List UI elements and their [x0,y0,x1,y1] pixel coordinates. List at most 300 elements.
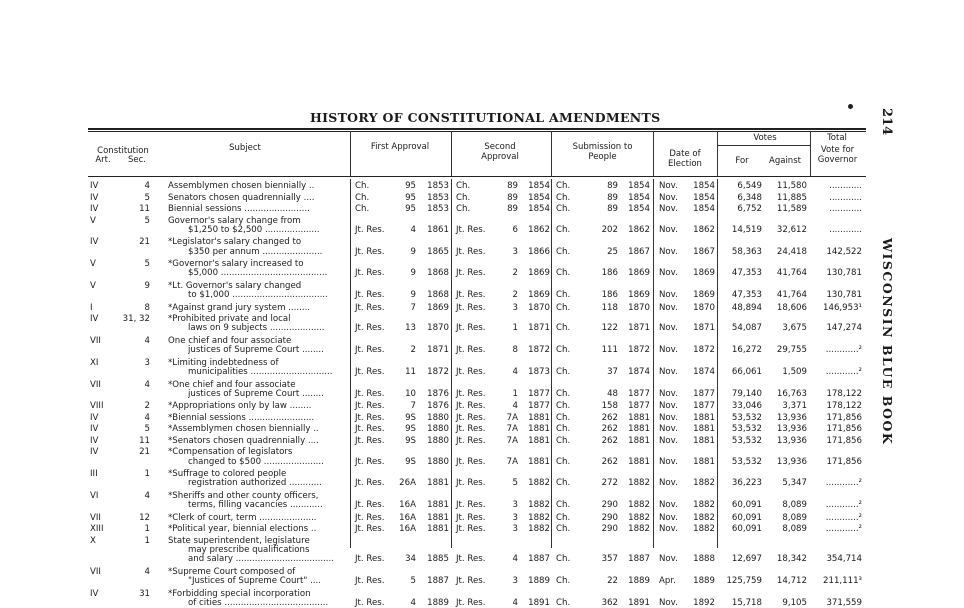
subject-cell: *Supreme Court composed of [168,566,296,577]
section-cell: 4 [144,566,150,577]
second-approval-type: Jt. Res. [456,597,486,608]
article-cell: VII [90,566,101,577]
election-month: Nov. [659,424,678,435]
second-approval-year: 1882 [528,524,550,535]
second-approval-type: Jt. Res. [456,576,486,587]
header-rule [88,176,866,177]
first-approval-number: 9 [410,246,416,257]
table-row [0,536,964,565]
election-month: Nov. [659,367,678,378]
votes-for: 54,087 [731,323,762,334]
second-approval-year: 1889 [528,576,550,587]
subject-cell: Senators chosen quadrennially .... [168,192,315,203]
table-row [0,589,964,608]
article-cell: VI [90,491,99,501]
table-row [0,181,964,190]
second-approval-year: 1873 [528,367,550,378]
submission-type: Ch. [556,412,571,423]
first-approval-type: Jt. Res. [355,597,385,608]
election-year: 1871 [693,323,715,334]
votes-for: 47,353 [731,290,762,301]
first-approval-number: 11 [405,367,416,378]
election-month: Nov. [659,597,678,608]
submission-year: 1854 [628,192,650,203]
second-approval-year: 1866 [528,246,550,257]
first-approval-number: 7 [410,401,416,412]
subject-cell: and salary .................................... [188,554,334,565]
submission-year: 1891 [628,597,650,608]
subject-cell: *Assemblymen chosen biennially .. [168,424,319,435]
votes-against: 11,589 [776,204,807,214]
second-approval-type: Jt. Res. [456,290,486,301]
subject-cell: Biennial sessions ........................ [168,204,310,214]
second-approval-type: Jt. Res. [456,367,486,378]
election-year: 1862 [693,224,715,235]
submission-year: 1874 [628,367,650,378]
total-vote-governor: 371,559 [826,597,862,608]
section-cell: 3 [144,357,150,368]
submission-year: 1882 [628,500,650,511]
subject-cell: municipalities .............................. [188,367,333,378]
submission-type: Ch. [556,554,571,565]
first-approval-number: 16A [399,500,416,511]
first-approval-type: Jt. Res. [355,246,385,257]
subject-cell: $1,250 to $2,500 .................... [188,224,320,235]
election-year: 1889 [693,576,715,587]
election-year: 1872 [693,345,715,356]
submission-year: 1881 [628,435,650,446]
second-approval-type: Ch. [456,192,471,203]
submission-year: 1870 [628,302,650,313]
second-approval-type: Jt. Res. [456,524,486,535]
submission-year: 1869 [628,268,650,279]
first-approval-number: 4 [410,224,416,235]
election-month: Nov. [659,500,678,511]
first-approval-type: Jt. Res. [355,412,385,423]
table-row [0,216,964,236]
votes-against: 13,936 [776,456,807,467]
total-vote-governor: 171,856 [826,456,862,467]
second-approval-number: 4 [512,554,518,565]
header-for: For [735,156,749,166]
second-approval-year: 1882 [528,478,550,489]
second-approval-year: 1882 [528,512,550,523]
submission-chapter: 89 [607,192,618,203]
article-cell: IV [90,424,99,435]
second-approval-number: 89 [507,204,518,214]
subject-cell: *Compensation of legislators [168,447,293,458]
votes-against: 3,371 [782,401,807,412]
second-approval-number: 4 [512,597,518,608]
subject-cell: laws on 9 subjects .................... [188,323,325,334]
second-approval-type: Jt. Res. [456,412,486,423]
second-approval-type: Jt. Res. [456,435,486,446]
votes-for: 60,091 [731,500,762,511]
header-divider [717,131,718,176]
total-vote-governor: ............² [825,367,862,378]
first-approval-year: 1880 [427,412,449,423]
votes-against: 9,105 [782,597,807,608]
table-row [0,314,964,334]
votes-against: 16,763 [776,388,807,399]
election-month: Nov. [659,345,678,356]
header-divider [653,131,654,176]
first-approval-number: 2 [410,345,416,356]
election-month: Nov. [659,456,678,467]
subject-cell: to $1,000 ................................... [188,290,328,301]
total-vote-governor: ............ [829,224,862,235]
subject-cell: *Appropriations only by law ........ [168,401,312,412]
second-approval-year: 1881 [528,424,550,435]
election-year: 1869 [693,290,715,301]
first-approval-type: Jt. Res. [355,524,385,535]
subject-cell: State superintendent, legislature [168,535,310,546]
votes-against: 13,936 [776,412,807,423]
header-divider [551,131,552,176]
votes-for: 60,091 [731,524,762,535]
subject-cell: *Prohibited private and local [168,314,291,325]
first-approval-year: 1861 [427,224,449,235]
table-row [0,237,964,257]
submission-year: 1877 [628,401,650,412]
votes-for: 53,532 [731,412,762,423]
votes-for: 36,223 [731,478,762,489]
section-cell: 4 [144,181,150,191]
article-cell: VIII [90,401,104,412]
section-cell: 4 [144,379,150,390]
election-month: Nov. [659,401,678,412]
second-approval-number: 7A [506,424,518,435]
submission-type: Ch. [556,345,571,356]
first-approval-year: 1865 [427,246,449,257]
running-head: WISCONSIN BLUE BOOK [880,238,895,446]
header-divider [350,131,351,176]
first-approval-type: Jt. Res. [355,435,385,446]
second-approval-number: 5 [512,478,518,489]
first-approval-type: Jt. Res. [355,500,385,511]
subject-cell: Governor's salary change from [168,215,301,226]
second-approval-year: 1877 [528,401,550,412]
second-approval-type: Jt. Res. [456,345,486,356]
first-approval-number: 95 [405,181,416,191]
section-cell: 4 [144,412,150,423]
header-total: Total [827,133,847,143]
first-approval-number: 9 [410,290,416,301]
second-approval-number: 89 [507,192,518,203]
section-cell: 2 [144,401,150,412]
first-approval-year: 1876 [427,401,449,412]
total-vote-governor: 354,714 [826,554,862,565]
votes-against: 11,580 [776,181,807,191]
table-row [0,513,964,522]
article-cell: IV [90,181,99,191]
first-approval-number: 4 [410,597,416,608]
submission-chapter: 89 [607,181,618,191]
submission-year: 1862 [628,224,650,235]
first-approval-number: 95 [405,204,416,214]
first-approval-number: 95 [405,192,416,203]
submission-chapter: 290 [601,512,618,523]
submission-chapter: 118 [601,302,618,313]
first-approval-year: 1881 [427,512,449,523]
submission-chapter: 262 [601,435,618,446]
submission-type: Ch. [556,302,571,313]
first-approval-year: 1887 [427,576,449,587]
submission-year: 1882 [628,512,650,523]
election-month: Nov. [659,181,678,191]
section-cell: 9 [144,280,150,291]
header-second-approval: Second Approval [481,142,519,162]
article-cell: VII [90,336,101,346]
election-year: 1881 [693,456,715,467]
section-cell: 4 [144,491,150,501]
votes-against: 14,712 [776,576,807,587]
table-row [0,281,964,301]
second-approval-year: 1871 [528,323,550,334]
votes-for: 12,697 [731,554,762,565]
second-approval-year: 1881 [528,456,550,467]
header-submission: Submission to People [572,142,633,162]
election-year: 1877 [693,388,715,399]
subject-cell: changed to $500 ...................... [188,456,324,467]
first-approval-type: Jt. Res. [355,478,385,489]
first-approval-number: 7 [410,302,416,313]
article-cell: I [90,302,93,313]
votes-against: 24,418 [776,246,807,257]
second-approval-number: 7A [506,456,518,467]
submission-type: Ch. [556,224,571,235]
first-approval-type: Ch. [355,181,370,191]
total-vote-governor: ............² [825,524,862,535]
article-cell: V [90,215,96,226]
second-approval-number: 89 [507,181,518,191]
subject-cell: *Governor's salary increased to [168,259,304,270]
first-approval-year: 1880 [427,424,449,435]
second-approval-type: Jt. Res. [456,246,486,257]
total-vote-governor: 171,856 [826,424,862,435]
votes-for: 6,752 [737,204,762,214]
second-approval-year: 1854 [528,204,550,214]
votes-for: 79,140 [731,388,762,399]
submission-year: 1887 [628,554,650,565]
submission-year: 1881 [628,412,650,423]
election-year: 1874 [693,367,715,378]
submission-type: Ch. [556,367,571,378]
first-approval-year: 1869 [427,302,449,313]
total-vote-governor: ............² [825,512,862,523]
section-cell: 5 [144,192,150,203]
submission-type: Ch. [556,290,571,301]
first-approval-year: 1881 [427,478,449,489]
submission-type: Ch. [556,424,571,435]
second-approval-year: 1882 [528,500,550,511]
election-year: 1854 [693,192,715,203]
election-year: 1882 [693,478,715,489]
votes-for: 6,348 [737,192,762,203]
votes-against: 8,089 [782,500,807,511]
subject-cell: *One chief and four associate [168,379,296,390]
submission-year: 1854 [628,181,650,191]
article-cell: IV [90,192,99,203]
submission-chapter: 272 [601,478,618,489]
table-row [0,336,964,356]
second-approval-type: Ch. [456,181,471,191]
header-constitution: Constitution [97,146,149,156]
second-approval-type: Jt. Res. [456,388,486,399]
election-month: Nov. [659,388,678,399]
election-year: 1892 [693,597,715,608]
section-cell: 1 [144,524,150,535]
submission-year: 1889 [628,576,650,587]
total-vote-governor: 147,274 [826,323,862,334]
section-cell: 4 [144,336,150,346]
printer-mark [848,104,853,109]
second-approval-number: 7A [506,412,518,423]
votes-for: 53,532 [731,424,762,435]
second-approval-number: 6 [512,224,518,235]
first-approval-type: Jt. Res. [355,302,385,313]
total-vote-governor: 178,122 [826,401,862,412]
submission-chapter: 22 [607,576,618,587]
votes-for: 53,532 [731,435,762,446]
votes-for: 15,718 [731,597,762,608]
second-approval-type: Jt. Res. [456,456,486,467]
total-vote-governor: 171,856 [826,435,862,446]
votes-for: 53,532 [731,456,762,467]
election-month: Nov. [659,192,678,203]
votes-against: 13,936 [776,435,807,446]
votes-for: 47,353 [731,268,762,279]
submission-chapter: 122 [601,323,618,334]
submission-year: 1869 [628,290,650,301]
second-approval-number: 3 [512,576,518,587]
submission-type: Ch. [556,246,571,257]
votes-for: 60,091 [731,512,762,523]
submission-chapter: 262 [601,424,618,435]
election-month: Nov. [659,268,678,279]
second-approval-year: 1881 [528,435,550,446]
votes-for: 16,272 [731,345,762,356]
first-approval-number: 16A [399,524,416,535]
first-approval-year: 1853 [427,204,449,214]
submission-chapter: 186 [601,290,618,301]
header-votes: Votes [753,133,777,143]
submission-type: Ch. [556,524,571,535]
first-approval-year: 1868 [427,290,449,301]
section-cell: 8 [144,302,150,313]
submission-year: 1881 [628,424,650,435]
section-cell: 31, 32 [122,314,150,325]
article-cell: IV [90,314,99,325]
subject-cell: $5,000 ....................................... [188,268,328,279]
election-month: Nov. [659,290,678,301]
section-cell: 5 [144,215,150,226]
votes-for: 66,061 [731,367,762,378]
second-approval-year: 1869 [528,268,550,279]
votes-against: 3,675 [782,323,807,334]
section-cell: 11 [139,204,150,214]
first-approval-number: 9S [405,456,416,467]
votes-against: 32,612 [776,224,807,235]
second-approval-number: 4 [512,367,518,378]
votes-against: 13,936 [776,424,807,435]
section-cell: 21 [139,237,150,248]
submission-chapter: 262 [601,456,618,467]
first-approval-year: 1881 [427,500,449,511]
first-approval-type: Jt. Res. [355,401,385,412]
election-month: Nov. [659,204,678,214]
submission-type: Ch. [556,401,571,412]
election-year: 1869 [693,268,715,279]
subject-cell: *Biennial sessions ........................ [168,412,315,423]
header-against: Against [769,156,801,166]
election-month: Nov. [659,302,678,313]
second-approval-year: 1862 [528,224,550,235]
second-approval-year: 1887 [528,554,550,565]
first-approval-year: 1853 [427,181,449,191]
first-approval-number: 13 [405,323,416,334]
votes-underline [717,145,810,146]
submission-chapter: 37 [607,367,618,378]
first-approval-type: Jt. Res. [355,554,385,565]
submission-chapter: 111 [601,345,618,356]
second-approval-number: 7A [506,435,518,446]
article-cell: IV [90,204,99,214]
second-approval-type: Jt. Res. [456,401,486,412]
election-month: Nov. [659,478,678,489]
second-approval-type: Jt. Res. [456,500,486,511]
election-year: 1881 [693,435,715,446]
subject-cell: *Forbidding special incorporation [168,588,311,599]
top-rule-thin [88,131,866,132]
election-month: Nov. [659,435,678,446]
submission-year: 1882 [628,478,650,489]
second-approval-number: 3 [512,524,518,535]
second-approval-type: Jt. Res. [456,224,486,235]
subject-cell: Assemblymen chosen biennially .. [168,181,315,191]
section-cell: 1 [144,535,150,546]
subject-cell: justices of Supreme Court ........ [188,345,324,356]
election-year: 1854 [693,181,715,191]
first-approval-year: 1853 [427,192,449,203]
second-approval-type: Jt. Res. [456,268,486,279]
election-month: Nov. [659,323,678,334]
first-approval-number: 16A [399,512,416,523]
votes-for: 14,519 [731,224,762,235]
first-approval-number: 9S [405,435,416,446]
total-vote-governor: ............ [829,181,862,191]
submission-type: Ch. [556,388,571,399]
first-approval-number: 9S [405,424,416,435]
table-row [0,259,964,279]
election-month: Nov. [659,224,678,235]
subject-cell: *Sheriffs and other county officers, [168,491,319,501]
article-cell: XIII [90,524,104,535]
article-cell: IV [90,412,99,423]
total-vote-governor: 211,111³ [823,576,862,587]
table-row [0,204,964,213]
header-first-approval: First Approval [370,142,430,152]
submission-chapter: 290 [601,500,618,511]
second-approval-type: Jt. Res. [456,512,486,523]
votes-against: 11,885 [776,192,807,203]
table-row [0,436,964,445]
votes-against: 1,509 [782,367,807,378]
submission-type: Ch. [556,435,571,446]
second-approval-type: Jt. Res. [456,478,486,489]
submission-type: Ch. [556,512,571,523]
second-approval-number: 2 [512,290,518,301]
